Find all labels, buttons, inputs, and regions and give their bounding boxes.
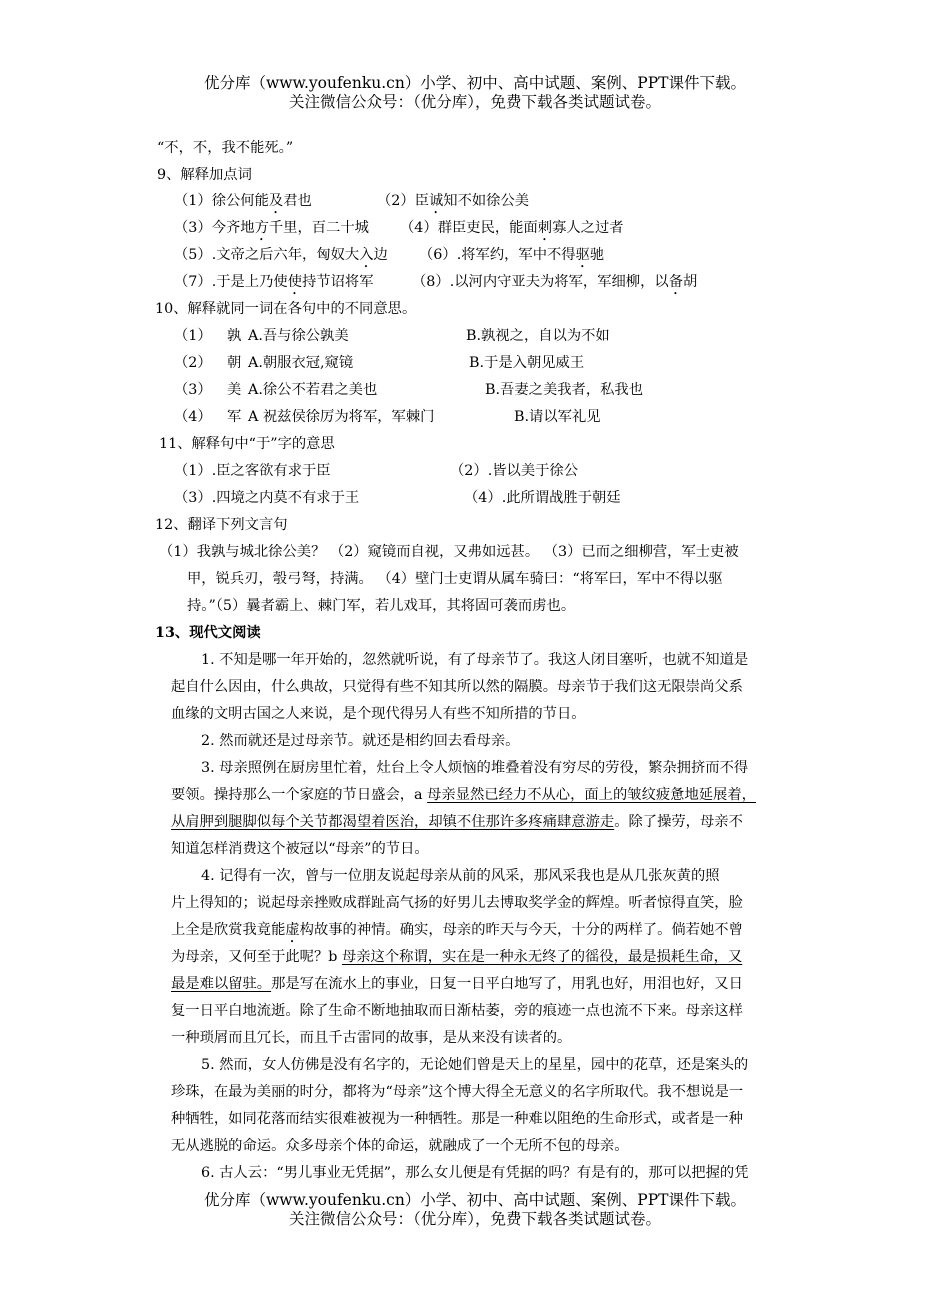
q10-row-3-word: 美 — [227, 382, 242, 398]
q13-p5-line-4: 无从逃脱的命运。众多母亲个体的命运，就融成了一个无所不包的母亲。 — [171, 1138, 629, 1154]
q12-line-1: （1）我孰与城北徐公美？ （2）窥镜而自视，又弗如远甚。 （3）已而之细柳营，军士吏被 — [159, 544, 739, 560]
q10-row-1-word: 孰 — [227, 328, 242, 344]
q11-item-3: （3）.四境之内莫不有求于王 — [174, 490, 360, 506]
q10-row-4-num: （4） — [174, 409, 212, 425]
q13-p4-line-3: 上全是欣赏我竟能虚构故事的神情。确实，母亲的昨天与今天，十分的两样了。倘若她不曾 — [171, 922, 743, 938]
q13-p1-line-1: 1. 不知是哪一年开始的，忽然就听说，有了母亲节了。我这人闭目塞听，也就不知道是 — [201, 652, 749, 668]
q9-title: 9、解释加点词 — [157, 167, 252, 183]
q11-item-1: （1）.臣之客欲有求于臣 — [174, 463, 331, 479]
header-line-2: 关注微信公众号：（优分库），免费下载各类试题试卷。 — [288, 93, 661, 111]
q9-item-4: （4）群臣吏民，能面刺寡人之过者 — [400, 220, 624, 236]
q13-p3-line-2: 要领。操持那么一个家庭的节日盛会，a 母亲显然已经力不从心，面上的皱纹疲惫地延展着， — [171, 787, 756, 803]
q13-p5-line-3: 种牺牲，如同花落而结实很难被视为一种牺牲。那是一种难以阻绝的生命形式，或者是一种 — [171, 1111, 743, 1127]
q9-item-6: （6）.将军约，军中不得驱驰 — [419, 247, 605, 263]
q9-item-3: （3）今齐地方千里，百二十城 — [174, 220, 369, 236]
q13-p1-line-2: 起自什么因由，什么典故，只觉得有些不知其所以然的隔膜。母亲节于我们这无限崇尚父系 — [171, 679, 743, 695]
opening-quote: “不，不，我不能死。” — [157, 140, 294, 156]
q13-p4-line-6: 复一日平白地流逝。除了生命不断地抽取而日渐枯萎，旁的痕迹一点也流不下来。母亲这样 — [171, 1003, 743, 1019]
q12-line-3: 持。”（5）曩者霸上、棘门军，若儿戏耳，其将固可袭而虏也。 — [187, 598, 576, 614]
q9-item-1: （1）徐公何能及君也 — [174, 193, 312, 209]
q10-row-3-num: （3） — [174, 382, 212, 398]
q10-row-2-a: A.朝服衣冠,窥镜 — [248, 355, 354, 371]
q13-p3-line-4: 知道怎样消费这个被冠以“母亲”的节日。 — [171, 841, 429, 857]
q10-row-1-num: （1） — [174, 328, 212, 344]
q13-p5-line-1: 5. 然而，女人仿佛是没有名字的，无论她们曾是天上的星星，园中的花草，还是案头的 — [201, 1057, 749, 1073]
q9-item-2: （2）臣诚知不如徐公美 — [377, 193, 530, 209]
footer-line-1: 优分库（www.youfenku.cn）小学、初中、高中试题、案例、PPT课件下载。 — [203, 1191, 747, 1209]
q11-title: 11、解释句中“于”字的意思 — [159, 436, 335, 452]
q10-row-1-b: B.孰视之，自以为不如 — [466, 328, 610, 344]
q10-row-3-a: A.徐公不若君之美也 — [248, 382, 378, 398]
q10-row-1-a: A.吾与徐公孰美 — [248, 328, 349, 344]
q13-p4-line-1: 4. 记得有一次，曾与一位朋友说起母亲从前的风采，那风采我也是从几张灰黄的照 — [201, 868, 720, 884]
q13-p4-line-7: 一种琐屑而且冗长，而且千古雷同的故事，是从来没有读者的。 — [171, 1030, 572, 1046]
q10-row-4-b: B.请以军礼见 — [514, 409, 601, 425]
q10-row-4-word: 军 — [227, 409, 242, 425]
q13-p3-line-1: 3. 母亲照例在厨房里忙着，灶台上令人烦恼的堆叠着没有穷尽的劳役，繁杂拥挤而不得 — [201, 760, 749, 776]
q10-title: 10、解释就同一词在各句中的不同意思。 — [155, 301, 417, 317]
underlined-sentence-b: 母亲这个称谓，实在是一种永无终了的徭役，最是损耗生命，又 — [341, 949, 743, 965]
q13-p1-line-3: 血缘的文明古国之人来说，是个现代得另人有些不知所措的节日。 — [171, 706, 586, 722]
q13-p4-line-2: 片上得知的；说起母亲挫败成群趾高气扬的好男儿去博取奖学金的辉煌。听者惊得直笑，脸 — [171, 895, 743, 911]
q12-title: 12、翻译下列文言句 — [155, 517, 288, 533]
q11-item-2: （2）.皆以美于徐公 — [450, 463, 579, 479]
q13-p5-line-2: 珍珠，在最为美丽的时分，都将为“母亲”这个博大得全无意义的名字所取代。我不想说是一 — [171, 1084, 744, 1100]
footer-line-2: 关注微信公众号：（优分库），免费下载各类试题试卷。 — [288, 1210, 661, 1228]
q13-p4-line-4: 为母亲，又何至于此呢？b 母亲这个称谓，实在是一种永无终了的徭役，最是损耗生命，又 — [171, 949, 743, 965]
q10-row-3-b: B.吾妻之美我者，私我也 — [485, 382, 644, 398]
q13-p2: 2. 然而就还是过母亲节。就还是相约回去看母亲。 — [201, 733, 520, 749]
underlined-sentence-a-cont: 从肩胛到腿脚似每个关节都渴望着医治，却镇不住那许多疼痛肆意游走 — [171, 814, 615, 830]
underlined-sentence-a: 母亲显然已经力不从心，面上的皱纹疲惫地延展着， — [427, 787, 756, 803]
q9-item-8: （8）.以河内守亚夫为将军，军细柳，以备胡 — [412, 274, 698, 290]
page-header — [0, 74, 950, 112]
q13-title: 13、现代文阅读 — [155, 625, 261, 641]
q9-item-7: （7）.于是上乃使使持节诏将军 — [174, 274, 374, 290]
underlined-sentence-b-cont: 最是难以留驻。 — [171, 976, 272, 992]
header-line-1: 优分库（www.youfenku.cn）小学、初中、高中试题、案例、PPT课件下载。 — [203, 74, 747, 92]
q10-row-4-a: A 祝兹侯徐厉为将军，军棘门 — [248, 409, 435, 425]
page-footer — [0, 1191, 950, 1229]
q12-line-2: 甲，锐兵刃，彀弓弩，持满。 （4）壁门士吏谓从属车骑曰：“将军曰，军中不得以驱 — [187, 571, 723, 587]
q11-item-4: （4）.此所谓战胜于朝廷 — [464, 490, 621, 506]
q10-row-2-b: B.于是入朝见威王 — [469, 355, 585, 371]
q13-p4-line-5: 最是难以留驻。那是写在流水上的事业，日复一日平白地写了，用乳也好，用泪也好，又日 — [171, 976, 743, 992]
q10-row-2-word: 朝 — [227, 355, 242, 371]
q10-row-2-num: （2） — [174, 355, 212, 371]
q13-p3-line-3: 从肩胛到腿脚似每个关节都渴望着医治，却镇不住那许多疼痛肆意游走。除了操劳，母亲不 — [171, 814, 743, 830]
q13-p6-line-1: 6. 古人云：“男儿事业无凭据”，那么女儿便是有凭据的吗？有是有的，那可以把握的凭 — [201, 1165, 749, 1181]
q9-item-5: （5）.文帝之后六年，匈奴大入边 — [174, 247, 388, 263]
